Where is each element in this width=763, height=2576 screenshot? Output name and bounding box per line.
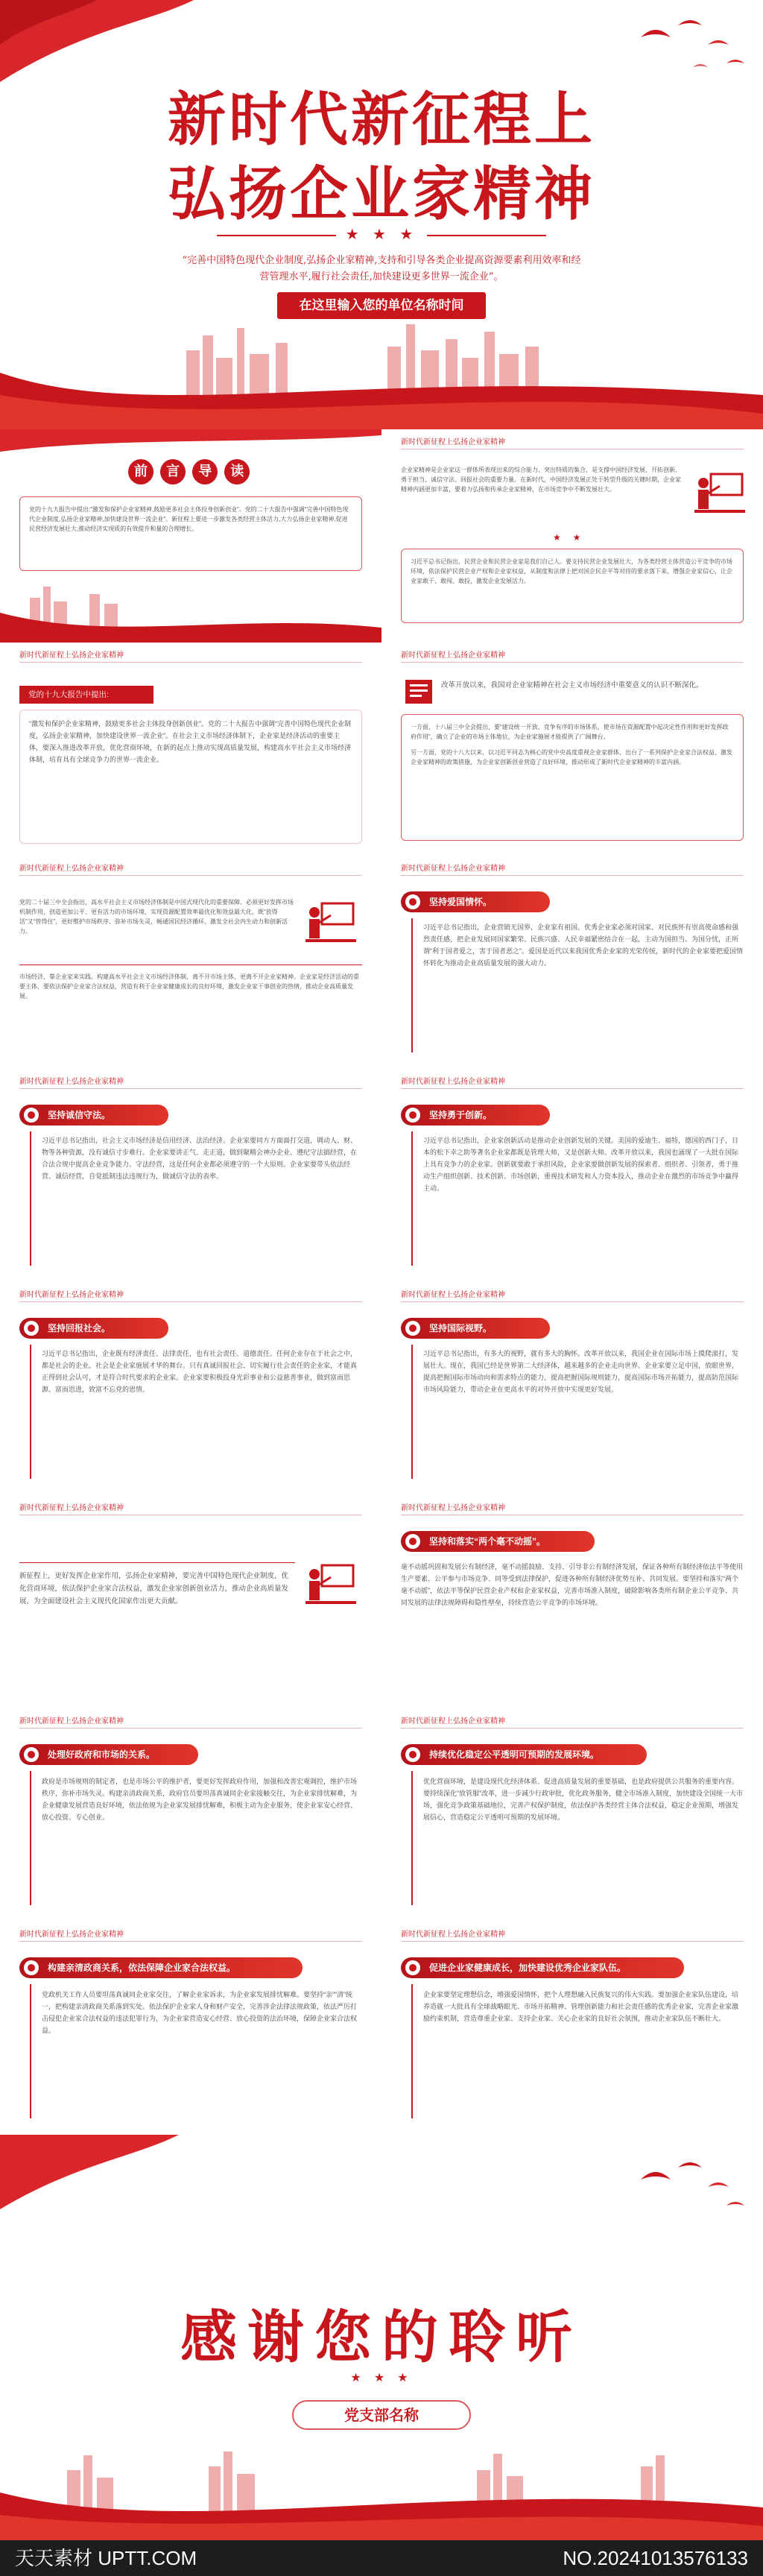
accent-line bbox=[30, 1771, 31, 1905]
accent-line bbox=[411, 1345, 413, 1479]
gov-market-text: 政府是市场规则的制定者，也是市场公平的维护者，要更好发挥政府作用，加强和改善宏观调控，维护市场秩序，弥补市场失灵。构建亲清政商关系，政府官员要坦荡真诚同企业家接触交往，为企业家排忧解难，为企业健康发展营造良好环境，依法依规为企业家发展排忧解难，积极主动为企业服务，使企业家安心经营、放心投资、专心创业。 bbox=[42, 1778, 358, 1821]
header-divider bbox=[19, 1301, 362, 1302]
politics-slide bbox=[0, 1922, 382, 2135]
innovation-pill-label: 坚持勇于创新。 bbox=[429, 1110, 493, 1120]
thanks-title: 感谢您的聆听 bbox=[180, 2304, 583, 2370]
global-text: 习近平总书记指出，有多大的视野，就有多大的胸怀。改革开放以来，我国企业在国际市场上摸爬滚打，发展壮大。现在，我国已经是世界第二大经济体，越来越多的企业走向世界。企业家要立足中国，放眼世界，提高把握国际市场动向和需求特点的能力，提高把握国际规则能力，提高国际市场开拓能力，提高防范国际市场风险能力，带动企业在更高水平的对外开放中实现更好发展。 bbox=[423, 1350, 739, 1393]
team-pill bbox=[401, 1957, 684, 1978]
innovation-text: 习近平总书记指出，企业家创新活动是推动企业创新发展的关键。美国的爱迪生、福特，德国的西门子，日本的松下幸之助等著名企业家都既是管理大师，又是创新大师。改革开放以来，我国也涌现了一大批在国际上具有竞争力的企业家。创新就要敢于承担风险，企业家要做创新发展的探索者、组织者、引领者，勇于推动生产组织创新、技术创新、市场创新，重视技术研发和人力资本投入，推动企业在激烈的市场竞争中赢得主动。 bbox=[423, 1137, 739, 1192]
two-unwavering-slide bbox=[382, 1495, 763, 1708]
birds-decoration bbox=[626, 15, 753, 82]
slide-header-label: 新时代新征程上弘扬企业家精神 bbox=[401, 651, 505, 660]
bullet-icon bbox=[24, 1108, 39, 1123]
patriotism-slide bbox=[382, 856, 763, 1069]
law-env-text: 优化营商环境，是建设现代化经济体系、促进高质量发展的重要基础，也是政府提供公共服务的重要内容。要持续深化“放管服”改革，进一步减少行政审批，优化政务服务，健全市场准入制度，加快建设全国统一大市场，强化竞争政策基础地位，完善产权保护制度，依法保护各类经营主体合法权益，稳定企业预期，增强发展信心，营造稳定公平透明可预期的发展环境。 bbox=[423, 1778, 743, 1821]
law-env-pill-label: 持续优化稳定公平透明可预期的发展环境。 bbox=[429, 1749, 600, 1760]
patriotism-pill bbox=[401, 891, 550, 912]
twentieth-text: 党的二十届三中全会指出，高水平社会主义市场经济体制是中国式现代化的重要保障。必须更好发挥市场机制作用，创造更加公平、更有活力的市场环境，实现资源配置效率最优化和效益最大化，既“放得活”又“管得住”，更好维护市场秩序、弥补市场失灵，畅通国民经济循环，激发全社会内生动力和创新活力。 bbox=[19, 899, 294, 935]
spirit-quote-text: 习近平总书记指出，民营企业和民营企业家是我们自己人。要支持民营企业发展壮大，为各类经营主体营造公平竞争的市场环境，依法保护民营企业产权和企业家权益，从制度和法律上把对国企民企平等对待的要求落下来，增强企业家信心，让企业家敢干、敢闯、敢投，激发企业发展活力。 bbox=[411, 558, 732, 584]
preface-slide bbox=[0, 429, 382, 643]
integrity-slide bbox=[0, 1069, 382, 1282]
reform-text-p1: 一方面，十八届三中全会提出，要“建设统一开放、竞争有序的市场体系，使市场在资源配置中起决定性作用和更好发挥政府作用”，确立了企业的市场主体地位，为企业家施展才能提供了广阔舞台。 bbox=[411, 724, 729, 740]
slide-header-label: 新时代新征程上弘扬企业家精神 bbox=[401, 865, 505, 873]
slide-header-label: 新时代新征程上弘扬企业家精神 bbox=[19, 651, 124, 660]
accent-line bbox=[411, 1131, 413, 1266]
cover-title-line1: 新时代新征程上 bbox=[167, 86, 595, 154]
politics-pill-label: 构建亲清政商关系，依法保障企业家合法权益。 bbox=[48, 1963, 236, 1973]
social-pill bbox=[19, 1318, 168, 1339]
twentieth-text-p2: 市场经济，靠企业家来实践。构建高水平社会主义市场经济体制，离不开市场主体，更离不开企业家精神。企业家是经济活动的重要主体，要依法保护企业家合法权益，营造有利于企业家健康成长的良好环境，激发企业家干事创业的热情，推动企业高质量发展。 bbox=[19, 973, 359, 1000]
social-text: 习近平总书记指出，企业既有经济责任、法律责任，也有社会责任、道德责任。任何企业存在于社会之中，都是社会的企业。社会是企业家施展才华的舞台。只有真诚回报社会、切实履行社会责任的企业家，才能真正得到社会认可，才是符合时代要求的企业家。企业家要积极投身光彩事业和公益慈善事业，做到富而思源、富而思进，致富不忘党的恩情。 bbox=[42, 1350, 358, 1393]
slide-header-label: 新时代新征程上弘扬企业家精神 bbox=[401, 1291, 505, 1299]
nineteenth-text-box bbox=[19, 710, 362, 844]
header-divider bbox=[19, 1728, 362, 1729]
preface-badge-char: 读 bbox=[224, 459, 250, 484]
bullet-icon bbox=[24, 1747, 39, 1762]
politics-pill bbox=[19, 1957, 303, 1978]
book-icon bbox=[404, 678, 434, 705]
slide-header-label: 新时代新征程上弘扬企业家精神 bbox=[401, 438, 505, 446]
accent-line bbox=[30, 1131, 31, 1266]
accent-line bbox=[411, 1771, 413, 1905]
bullet-icon bbox=[24, 1960, 39, 1975]
new-era-slide bbox=[0, 1495, 382, 1708]
reform-text-p2: 另一方面，党的十八大以来，以习近平同志为核心的党中央高度重视企业家群体，出台了一系列保护企业家合法权益、激发企业家精神的政策措施，为企业家创新创业营造了良好环境，推动形成了新时代企业家精神的丰富内涵。 bbox=[411, 749, 732, 765]
divider-line bbox=[427, 235, 546, 236]
preface-text: 党的十九大报告中提出:“激发和保护企业家精神,鼓励更多社会主体投身创新创业”。党的二十大报告中强调“完善中国特色现代企业制度,弘扬企业家精神,加快建设世界一流企业”。新征程上要进一步激发各类经营主体活力,大力弘扬企业家精神,促进民营经济发展壮大,推动经济实现质的有效提升和量的合理增长。 bbox=[29, 506, 349, 532]
header-divider bbox=[401, 1301, 744, 1302]
reform-slide bbox=[382, 643, 763, 856]
two-unwavering-pill bbox=[401, 1531, 595, 1552]
city-skyline bbox=[0, 2448, 763, 2540]
bullet-icon bbox=[405, 1108, 420, 1123]
new-era-text: 新征程上，更好发挥企业家作用，弘扬企业家精神，要完善中国特色现代企业制度，优化营商环境，依法保护企业家合法权益，激发企业家创新创业活力，推动企业高质量发展，为全面建设社会主义现代化国家作出更大贡献。 bbox=[19, 1572, 289, 1606]
presenter-icon bbox=[694, 471, 745, 516]
preface-text-box bbox=[19, 496, 362, 571]
global-pill bbox=[401, 1318, 550, 1339]
bullet-icon bbox=[405, 1321, 420, 1336]
spirit-intro-slide bbox=[382, 429, 763, 643]
presenter-icon bbox=[305, 900, 356, 945]
nineteenth-text: “激发和保护企业家精神，鼓励更多社会主体投身创新创业”。党的二十大报告中强调“完善中国特色现代企业制度，弘扬企业家精神，加快建设世界一流企业”。在社会主义市场经济体制下，企业家是经济活动的重要主体，要深入推进改革开放，优化营商环境，在新的起点上推动实现高质量发展，构建高水平社会主义市场经济体制，培育具有全球竞争力的世界一流企业。 bbox=[29, 720, 352, 763]
city-skyline bbox=[0, 583, 382, 643]
slide-header-label: 新时代新征程上弘扬企业家精神 bbox=[401, 1078, 505, 1086]
red-ribbon-top-left bbox=[0, 2135, 313, 2224]
slide-header-label: 新时代新征程上弘扬企业家精神 bbox=[401, 1504, 505, 1512]
slide-header-label: 新时代新征程上弘扬企业家精神 bbox=[19, 1504, 124, 1512]
header-divider bbox=[401, 662, 744, 663]
divider-line bbox=[217, 235, 336, 236]
bullet-icon bbox=[24, 1321, 39, 1336]
bullet-icon bbox=[405, 1747, 420, 1762]
watermark-left: 天天素材 UPTT.COM bbox=[15, 2547, 197, 2569]
politics-text: 党政机关工作人员要坦荡真诚同企业家交往，了解企业家诉求，为企业家发展排忧解难。要坚持“亲”“清”统一，把构建亲清政商关系落到实处。依法保护企业家人身和财产安全，完善涉企法律法规政策，依法严厉打击侵犯企业家合法权益的违法犯罪行为，为企业家营造安心经营、放心投资的法治环境，保障企业家合法权益。 bbox=[42, 1991, 358, 2034]
tag-box bbox=[19, 686, 153, 704]
slide-header-label: 新时代新征程上弘扬企业家精神 bbox=[401, 1717, 505, 1726]
slide-header-label: 新时代新征程上弘扬企业家精神 bbox=[401, 1931, 505, 1939]
preface-badge-char: 前 bbox=[128, 459, 153, 484]
preface-badge-char: 言 bbox=[160, 459, 186, 484]
cover-title-line2: 弘扬企业家精神 bbox=[167, 160, 595, 228]
accent-line bbox=[30, 1345, 31, 1479]
party-branch-name: 党支部名称 bbox=[292, 2400, 471, 2430]
cover-quote-line2: 营管理水平,履行社会责任,加快建设更多世界一流企业”。 bbox=[259, 271, 504, 282]
reform-text-box bbox=[401, 714, 744, 841]
law-env-pill bbox=[401, 1744, 647, 1765]
header-divider bbox=[401, 1941, 744, 1942]
twentieth-congress-slide bbox=[0, 856, 382, 1069]
slide-header-label: 新时代新征程上弘扬企业家精神 bbox=[19, 865, 124, 873]
two-unwavering-text: 毫不动摇巩固和发展公有制经济，毫不动摇鼓励、支持、引导非公有制经济发展，保证各种所有制经济依法平等使用生产要素、公平参与市场竞争、同等受到法律保护，促进各种所有制经济优势互补、共同发展。要坚持和落实“两个毫不动摇”，依法平等保护民营企业产权和企业家权益，完善市场准入制度，破除影响各类所有制企业公平竞争、共同发展的法律法规障碍和隐性壁垒，持续营造公平竞争的市场环境。 bbox=[401, 1563, 744, 1606]
slide-header-label: 新时代新征程上弘扬企业家精神 bbox=[19, 1717, 124, 1726]
global-slide bbox=[382, 1282, 763, 1495]
header-divider bbox=[401, 875, 744, 876]
header-divider bbox=[19, 662, 362, 663]
header-divider bbox=[19, 1088, 362, 1089]
stars-divider: ★ ★ bbox=[553, 532, 586, 543]
law-env-slide bbox=[382, 1708, 763, 1922]
gov-market-pill-label: 处理好政府和市场的关系。 bbox=[48, 1749, 156, 1760]
cover-slide bbox=[0, 0, 763, 429]
global-pill-label: 坚持国际视野。 bbox=[429, 1323, 493, 1333]
accent-line bbox=[411, 1984, 413, 2118]
team-slide bbox=[382, 1922, 763, 2135]
city-skyline bbox=[0, 321, 763, 429]
cover-quote-line1: “完善中国特色现代企业制度,弘扬企业家精神,支持和引导各类企业提高资源要素利用效率和经 bbox=[182, 255, 581, 266]
header-divider bbox=[401, 1728, 744, 1729]
innovation-pill bbox=[401, 1105, 550, 1126]
team-pill-label: 促进企业家健康成长，加快建设优秀企业家队伍。 bbox=[429, 1963, 627, 1973]
gov-market-slide bbox=[0, 1708, 382, 1922]
team-text: 企业家要坚定理想信念，增强爱国情怀，把个人理想融入民族复兴的伟大实践。要加强企业家队伍建设，培养造就一大批具有全球战略眼光、市场开拓精神、管理创新能力和社会责任感的优秀企业家，完善企业家激励约束机制，营造尊重企业家、支持企业家、关心企业家的良好社会氛围，推动企业家队伍不断壮大。 bbox=[423, 1991, 739, 2022]
slide-header-label: 新时代新征程上弘扬企业家精神 bbox=[19, 1931, 124, 1939]
slide-header-label: 新时代新征程上弘扬企业家精神 bbox=[19, 1291, 124, 1299]
accent-line bbox=[30, 1984, 31, 2118]
patriotism-text: 习近平总书记指出，企业营销无国界，企业家有祖国。优秀企业家必须对国家、对民族怀有崇高使命感和强烈责任感，把企业发展同国家繁荣、民族兴盛、人民幸福紧密结合在一起，主动为国担当、为国分忧，正所谓“利于国者爱之，害于国者恶之”。爱国是近代以来我国优秀企业家的光荣传统，新时代的企业家要把爱国情怀转化为推动企业高质量发展的强大动力。 bbox=[423, 924, 743, 967]
patriotism-pill-label: 坚持爱国情怀。 bbox=[429, 897, 493, 907]
new-era-top-line bbox=[19, 1562, 295, 1563]
cover-subtitle-box: 在这里输入您的单位名称时间 bbox=[277, 292, 486, 319]
watermark-bar bbox=[0, 2540, 763, 2576]
bullet-icon bbox=[405, 894, 420, 909]
header-divider bbox=[19, 875, 362, 876]
reform-lead-text: 改革开放以来，我国对企业家精神在社会主义市场经济中重要意义的认识不断深化。 bbox=[441, 681, 703, 689]
bullet-icon bbox=[405, 1534, 420, 1549]
integrity-pill bbox=[19, 1105, 168, 1126]
preface-badges bbox=[128, 459, 250, 484]
stars-divider: ★ ★ ★ bbox=[350, 2370, 413, 2384]
watermark-right: NO.20241013576133 bbox=[563, 2547, 748, 2569]
header-divider bbox=[19, 1941, 362, 1942]
social-pill-label: 坚持回报社会。 bbox=[48, 1323, 111, 1333]
innovation-slide bbox=[382, 1069, 763, 1282]
gov-market-pill bbox=[19, 1744, 198, 1765]
two-unwavering-pill-label: 坚持和落实“两个毫不动摇”。 bbox=[429, 1536, 546, 1547]
accent-line bbox=[411, 918, 413, 1052]
stars-divider: ★ ★ ★ bbox=[0, 225, 763, 243]
nineteenth-congress-slide bbox=[0, 643, 382, 856]
preface-badge-char: 导 bbox=[192, 459, 218, 484]
tag-text: 党的十九大报告中提出: bbox=[28, 690, 109, 699]
integrity-text: 习近平总书记指出，社会主义市场经济是信用经济、法治经济。企业家要同方方面面打交道，调动人、财、物等各种资源，没有诚信寸步难行。企业家要讲正气、走正道，做到聚精会神办企业、遵纪守法搞经营，在合法合规中提高企业竞争能力。守法经营，这是任何企业都必须遵守的一个大原则。企业家要带头依法经营、诚信经营，自觉抵制违法违规行为，做诚信守法的表率。 bbox=[42, 1137, 358, 1180]
slide-header-label: 新时代新征程上弘扬企业家精神 bbox=[19, 1078, 124, 1086]
red-ribbon-top bbox=[0, 429, 382, 459]
spirit-quote-box bbox=[401, 549, 744, 623]
social-slide bbox=[0, 1282, 382, 1495]
spirit-intro-text: 企业家精神是企业家这一群体所表现出来的综合能力、突出特质的集合，是支撑中国经济发展、开拓创新、勇于担当、诚信守法、回报社会的重要力量。在新时代，中国经济发展正处于转型升级的关键时期，企业家精神内涵更加丰富，要着力弘扬和传承企业家精神，在市场竞争中不断发展壮大。 bbox=[401, 467, 681, 493]
bullet-icon bbox=[405, 1960, 420, 1975]
birds-decoration bbox=[626, 2157, 753, 2224]
header-divider bbox=[401, 1088, 744, 1089]
presenter-icon bbox=[305, 1562, 356, 1607]
integrity-pill-label: 坚持诚信守法。 bbox=[48, 1110, 111, 1120]
